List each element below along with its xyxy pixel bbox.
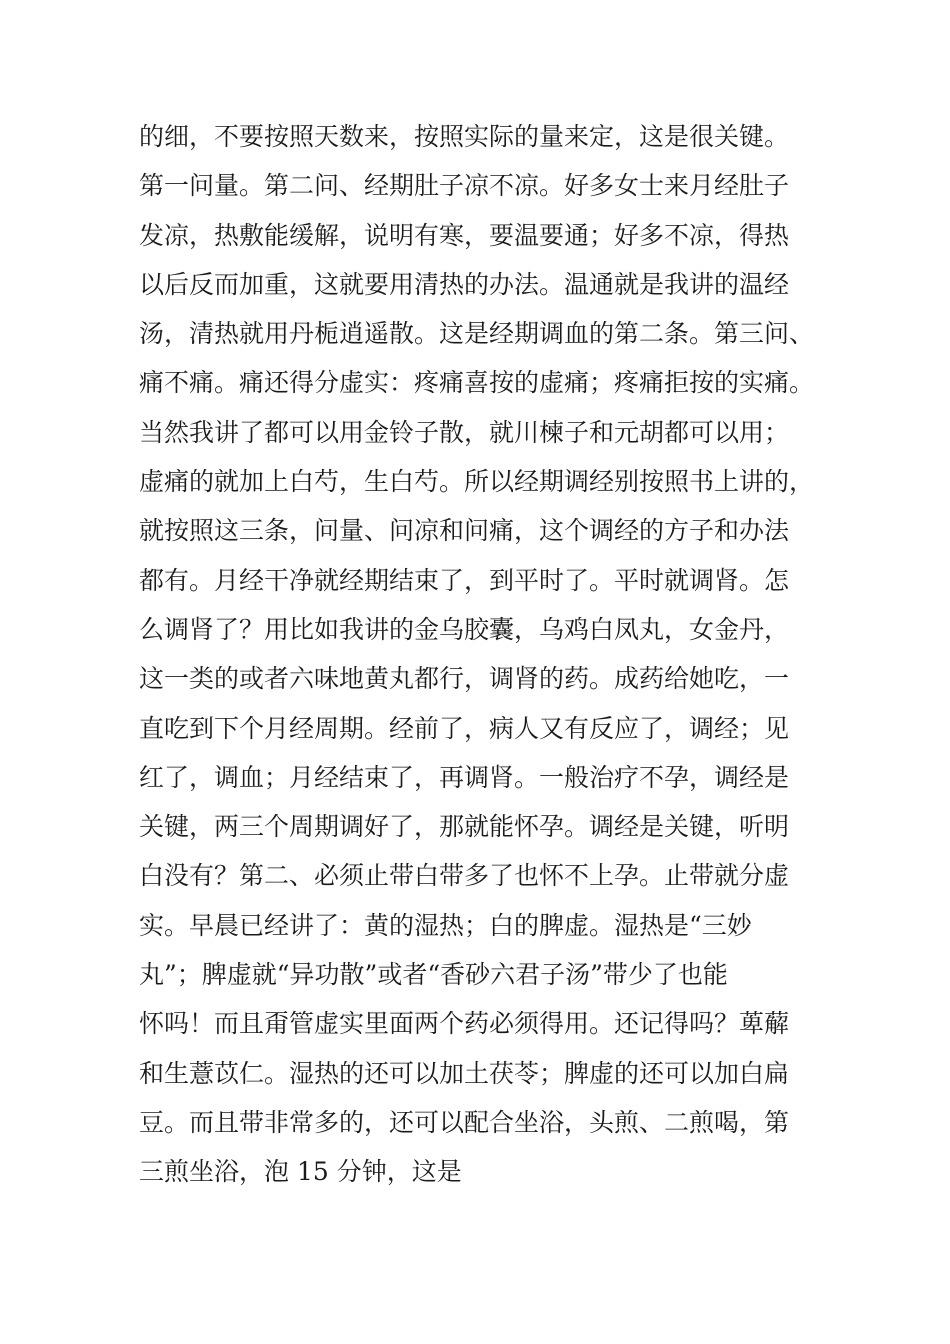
text-line: 么调肾了？用比如我讲的金乌胶囊，乌鸡白凤丸，女金丹， — [139, 614, 790, 644]
text-line: 当然我讲了都可以用金铃子散，就川楝子和元胡都可以用； — [139, 417, 790, 447]
text-line: 就按照这三条，问量、问凉和问痛，这个调经的方子和办法 — [139, 516, 790, 546]
text-line: 丸”；脾虚就“异功散”或者“香砂六君子汤”带少了也能 — [139, 960, 728, 990]
text-line: 虚痛的就加上白芍，生白芍。所以经期调经别按照书上讲的， — [139, 467, 815, 497]
text-line: 豆。而且带非常多的，还可以配合坐浴，头煎、二煎喝，第 — [139, 1107, 790, 1137]
text-line: 三煎坐浴，泡 15 分钟，这是 — [139, 1157, 462, 1187]
text-line: 直吃到下个月经周期。经前了，病人又有反应了，调经；见 — [139, 713, 790, 743]
text-line: 和生薏苡仁。湿热的还可以加土茯苓；脾虚的还可以加白扁 — [139, 1058, 790, 1088]
text-line: 痛不痛。痛还得分虚实：疼痛喜按的虚痛；疼痛拒按的实痛。 — [139, 368, 815, 398]
text-line: 汤，清热就用丹栀逍遥散。这是经期调血的第二条。第三问、 — [139, 319, 815, 349]
body-text — [139, 112, 839, 1197]
text-line: 怀吗！而且甭管虚实里面两个药必须得用。还记得吗？萆薢 — [139, 1009, 790, 1039]
text-line: 第一问量。第二问、经期肚子凉不凉。好多女士来月经肚子 — [139, 171, 790, 201]
text-line: 的细，不要按照天数来，按照实际的量来定，这是很关键。 — [139, 122, 790, 151]
text-line: 关键，两三个周期调好了，那就能怀孕。调经是关键，听明 — [139, 812, 790, 842]
text-line: 以后反而加重，这就要用清热的办法。温通就是我讲的温经 — [139, 269, 790, 299]
text-line: 发凉，热敷能缓解，说明有寒，要温要通；好多不凉，得热 — [139, 220, 790, 250]
text-line: 都有。月经干净就经期结束了，到平时了。平时就调肾。怎 — [139, 565, 790, 595]
text-line: 这一类的或者六味地黄丸都行，调肾的药。成药给她吃，一 — [139, 664, 790, 694]
text-line: 红了，调血；月经结束了，再调肾。一般治疗不孕，调经是 — [139, 762, 790, 792]
text-line: 白没有？第二、必须止带白带多了也怀不上孕。止带就分虚 — [139, 861, 790, 891]
text-line: 实。早晨已经讲了：黄的湿热；白的脾虚。湿热是“三妙 — [139, 910, 752, 940]
